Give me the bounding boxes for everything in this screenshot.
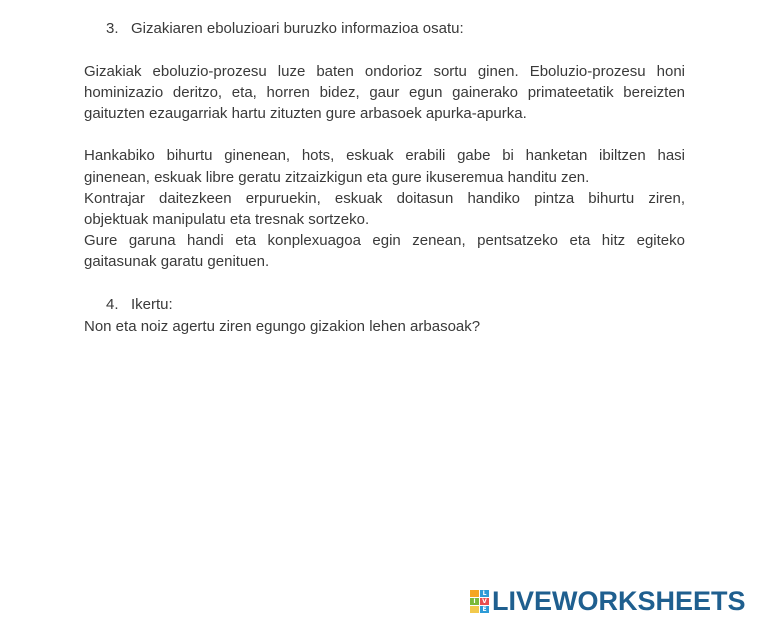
section-3-number: 3.	[106, 20, 119, 37]
logo-mark-cell	[470, 606, 479, 613]
paragraph-1-line-3: gaituzten ezaugarriak hartu zituzten gure arbasoek apurka-apurka.	[84, 105, 527, 122]
paragraph-2-line-2: ginenean, eskuak libre geratu zitzaizkigun eta gure ikuseremua handitu zen.	[84, 169, 590, 186]
section-3-title: Gizakiaren eboluzioari buruzko informazioa osatu:	[131, 20, 464, 37]
logo-mark-cell	[470, 590, 479, 597]
paragraph-3-line-2: objektuak manipulatu eta tresnak sortzeko.	[84, 211, 370, 228]
paragraph-1-line-1: Gizakiak eboluzio-prozesu luze baten ondorioz sortu ginen. Eboluzio-prozesu honi	[84, 63, 685, 80]
liveworksheets-logo	[470, 587, 746, 615]
logo-mark-cell: L	[480, 590, 489, 597]
section-4-title: Ikertu:	[131, 296, 173, 313]
paragraph-3-line-1: Kontrajar daitezkeen erpuruekin, eskuak doitasun handiko pintza bihurtu ziren,	[84, 190, 685, 207]
paragraph-4-line-2: gaitasunak garatu genituen.	[84, 253, 270, 270]
logo-mark-cell: V	[480, 598, 489, 605]
section-4-number: 4.	[106, 296, 119, 313]
liveworksheets-logo-icon	[470, 590, 489, 613]
section-4-question: Non eta noiz agertu ziren egungo gizakion lehen arbasoak?	[84, 318, 481, 335]
paragraph-2-line-1: Hankabiko bihurtu ginenean, hots, eskuak erabili gabe bi hanketan ibiltzen hasi	[84, 147, 685, 164]
paragraph-4-line-1: Gure garuna handi eta konplexuagoa egin zenean, pentsatzeko eta hitz egiteko	[84, 232, 685, 249]
logo-mark-cell: E	[480, 606, 489, 613]
paragraph-1-line-2: hominizazio deritzo, eta, horren bidez, gaur egun gainerako primateetatik bereizten	[84, 84, 685, 101]
logo-mark-cell: I	[470, 598, 479, 605]
liveworksheets-logo-text: LIVEWORKSHEETS	[492, 586, 746, 616]
